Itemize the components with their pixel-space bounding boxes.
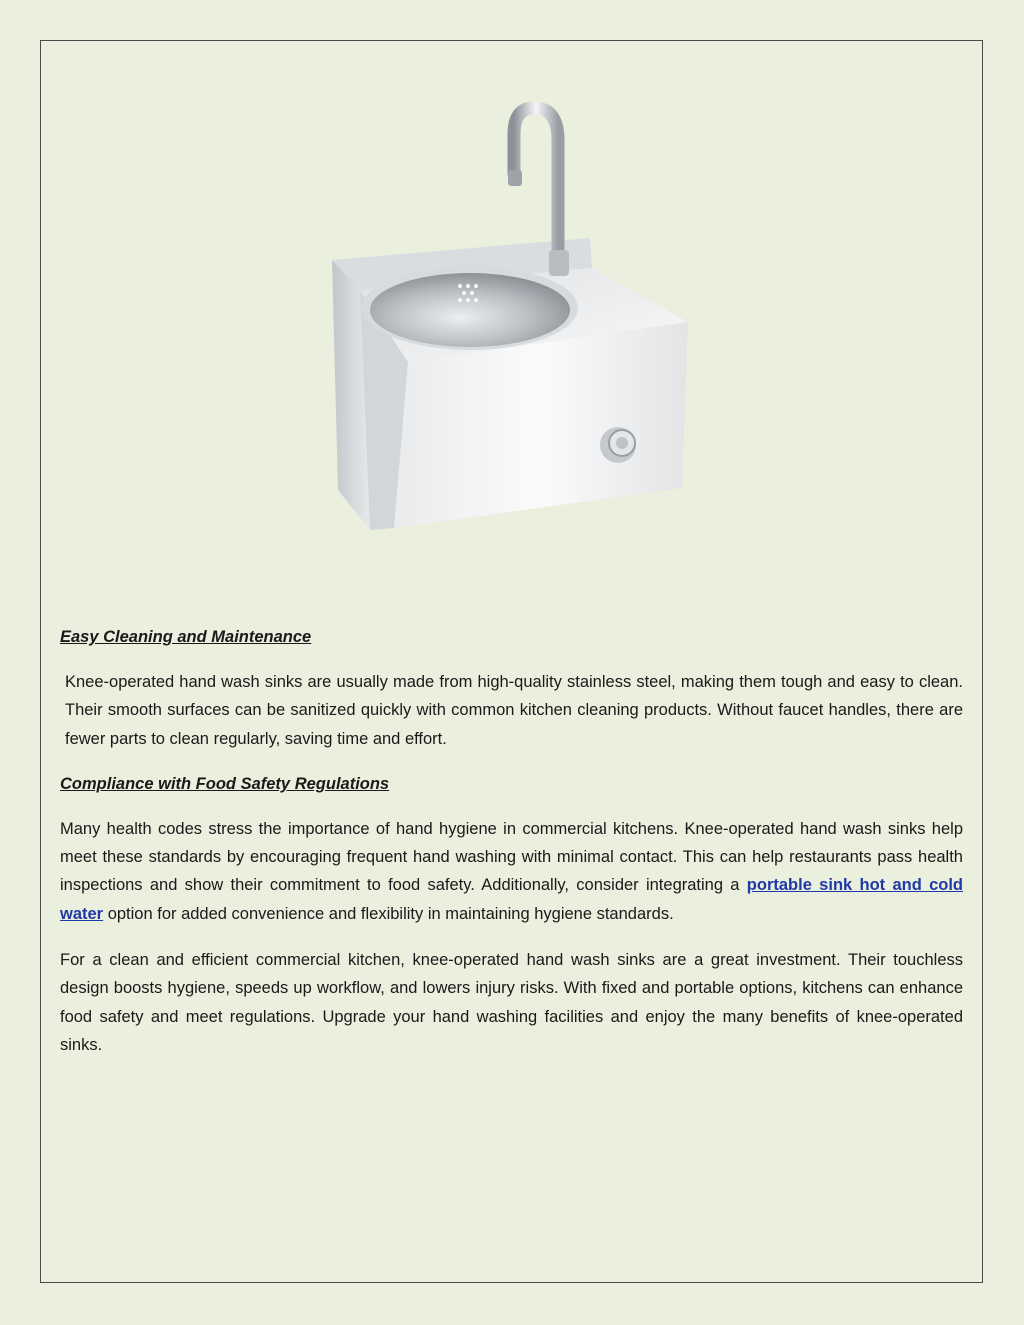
paragraph-easy-cleaning: Knee-operated hand wash sinks are usually made from high-quality stainless steel, making them tough and easy to clean. Their smooth surfaces can be sanitized quickly with common kitchen cleaning products. Without faucet handles, there are fewer parts to clean regularly, saving time and effort. bbox=[65, 673, 963, 748]
paragraph-food-safety bbox=[60, 815, 963, 928]
heading-food-safety: Compliance with Food Safety Regulations bbox=[60, 774, 390, 793]
sink-product-image bbox=[320, 100, 700, 540]
heading-easy-cleaning: Easy Cleaning and Maintenance bbox=[60, 628, 312, 646]
paragraph-text: option for added convenience and flexibility in maintaining hygiene standards. bbox=[103, 904, 674, 923]
paragraph-conclusion: For a clean and efficient commercial kitchen, knee-operated hand wash sinks are a great investment. Their touchless design boosts hygiene, speeds up workflow, and lowers injury risks. With fixed and portable options, kitchens can enhance food safety and meet regulations. Upgrade your hand washing facilities and enjoy the many benefits of knee-operated sinks. bbox=[60, 951, 963, 1054]
article-content bbox=[60, 624, 963, 1077]
paragraph-text: Many health codes stress the importance of hand hygiene in commercial kitchens. Knee-operated hand wash sinks help meet these standards by encouraging frequent hand washing with minimal contact. This can help restaurants pass health inspections and show their commitment to food safety. Additionally, consider integrating a bbox=[60, 819, 963, 895]
portable-sink-link[interactable]: portable sink hot and cold water bbox=[60, 876, 963, 923]
